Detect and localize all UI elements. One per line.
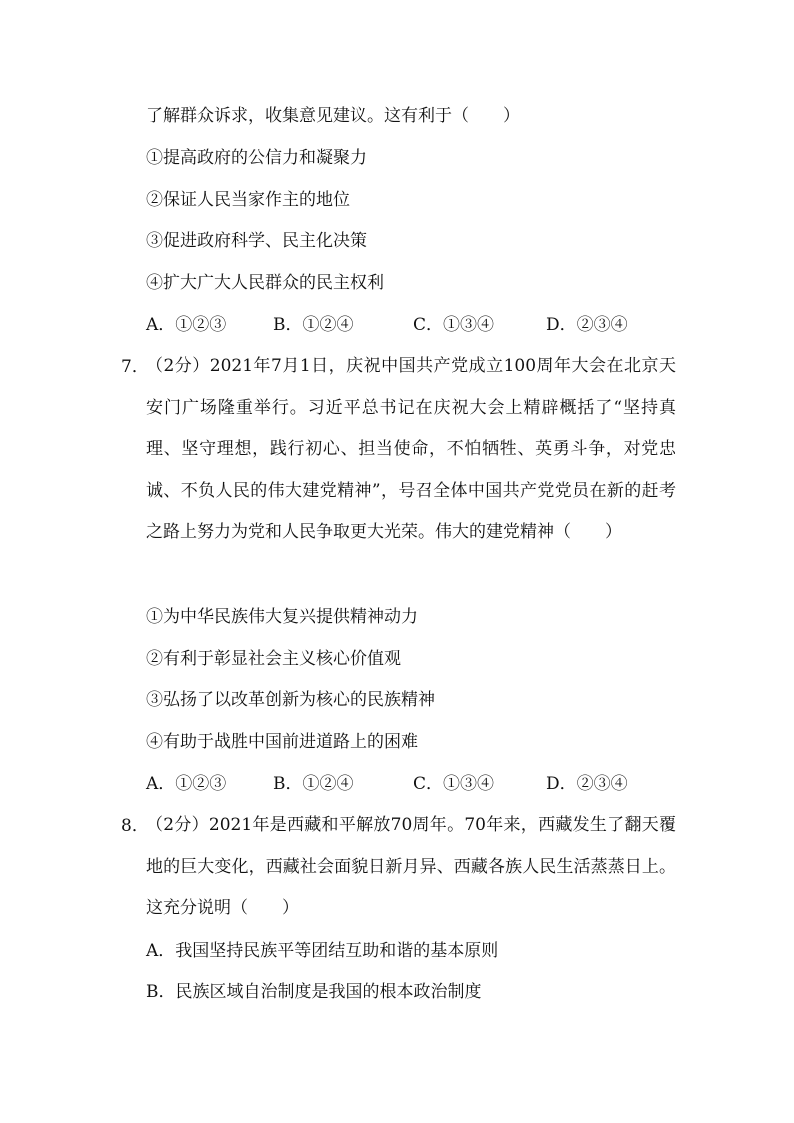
q7-option-b: B．①②④ <box>273 774 354 794</box>
statement-2: ②保证人民当家作主的地位 <box>146 190 350 210</box>
q7-option-c: C．①③④ <box>413 774 495 794</box>
q8-option-a: A．我国坚持民族平等团结互助和谐的基本原则 <box>146 941 499 961</box>
q7-statement-4: ④有助于战胜中国前进道路上的困难 <box>146 732 418 752</box>
answer-options <box>146 313 686 337</box>
q8-option-b: B．民族区域自治制度是我国的根本政治制度 <box>146 982 482 1002</box>
option-d: D．②③④ <box>546 315 628 335</box>
option-c: C．①③④ <box>413 315 495 335</box>
question-8-number: 8． <box>121 816 149 836</box>
q7-statement-2: ②有利于彰显社会主义核心价值观 <box>146 649 401 669</box>
question-stem-tail: 了解群众诉求，收集意见建议。这有利于（ ） <box>146 106 520 126</box>
q7-option-a: A．①②③ <box>146 774 227 794</box>
option-a: A．①②③ <box>146 315 227 335</box>
q7-statement-1: ①为中华民族伟大复兴提供精神动力 <box>146 607 418 627</box>
question-7-number: 7． <box>121 357 149 377</box>
statement-1: ①提高政府的公信力和凝聚力 <box>146 148 367 168</box>
question-8-stem: （2分）2021年是西藏和平解放70周年。70年来，西藏发生了翻天覆地的巨大变化，西藏社会面貌日新月异、西藏各族人民生活蒸蒸日上。这充分说明（ ） <box>146 815 676 919</box>
statement-4: ④扩大广大人民群众的民主权利 <box>146 273 384 293</box>
statement-3: ③促进政府科学、民主化决策 <box>146 231 367 251</box>
q7-statement-3: ③弘扬了以改革创新为核心的民族精神 <box>146 690 435 710</box>
question-7-stem: （2分）2021年7月1日，庆祝中国共产党成立100周年大会在北京天安门广场隆重举行。习近平总书记在庆祝大会上精辟概括了“坚持真理、坚守理想，践行初心、担当使命，不怕牺牲、英勇斗争，对党忠诚、不负人民的伟大建党精神”，号召全体中国共产党党员在新的赶考之路上努力为党和人民争取更大光荣。伟大的建党精神（ ） <box>146 356 676 543</box>
option-b: B．①②④ <box>273 315 354 335</box>
q7-answer-options <box>146 772 686 796</box>
q7-option-d: D．②③④ <box>546 774 628 794</box>
